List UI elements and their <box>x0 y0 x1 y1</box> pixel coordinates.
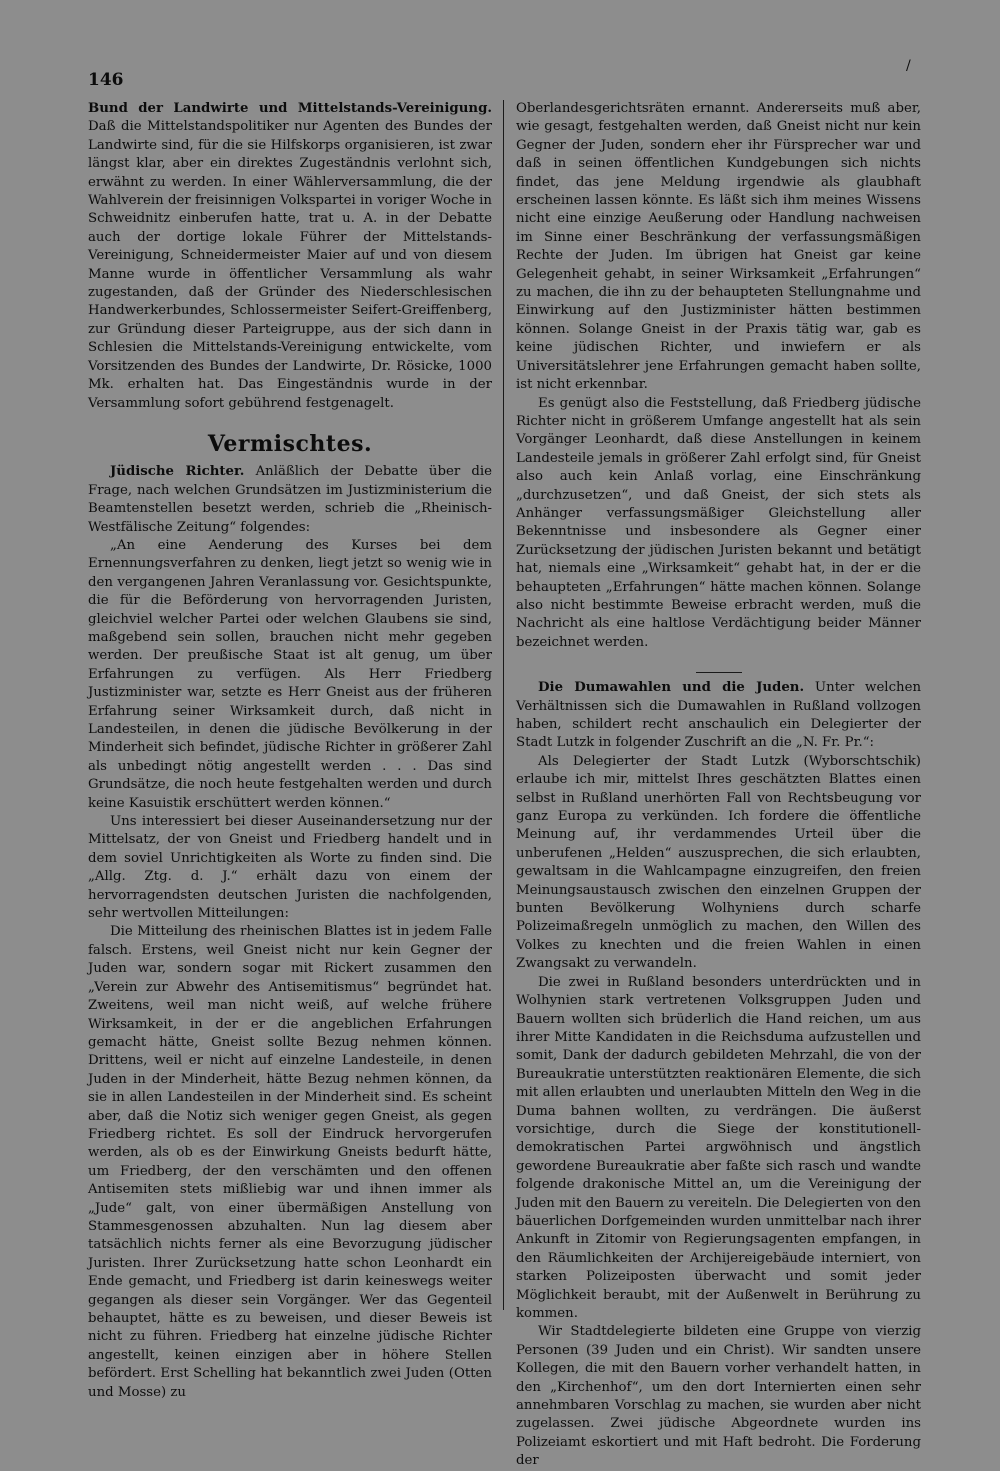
page-number: 146 <box>88 70 124 90</box>
article-heading: Jüdische Richter. <box>110 464 245 480</box>
article-heading: Bund der Landwirte und Mittelstands-Vereinigung. <box>88 101 492 116</box>
paragraph: Die Mitteilung des rheinischen Blattes ist in jedem Falle falsch. Erstens, weil Gneist nicht nur kein Gegner der Juden war, sondern sogar mit Rickert zusammen den „Verein zur Abwehr des Antisemitismus“ begründet hat. Zweitens, weil man nicht weiß, auf welche frühere Wirksamkeit, in der er die angeblichen Erfahrungen gemacht hätte, Gneist sollte Bezug nehmen können. Drittens, weil er nicht auf einzelne Landesteile, in denen Juden in der Minderheit, hätte Bezug nehmen können, da sie in allen Landesteilen in der Minderheit sind. Es scheint aber, daß die Notiz sich weniger gegen Gneist, als gegen Friedberg richtet. Es soll der Eindruck hervorgerufen werden, als ob es der Einwirkung Gneists bedurft hätte, um Friedberg, der den verschämten und den offenen Antisemiten stets mißliebig war und ihnen immer als „Jude“ galt, von einer übermäßigen Anstellung von Stammesgenossen abzuhalten. Nun lag diesem aber tatsächlich nichts ferner als eine Bevorzugung jüdischer Juristen. Ihrer Zurücksetzung hatte schon Leonhardt ein Ende gemacht, und Friedberg ist darin keineswegs weiter gegangen als dieser sein Vorgänger. Wer das Gegenteil behauptet, hätte es zu beweisen, und dieser Beweis ist nicht zu führen. Friedberg hat einzelne jüdische Richter angestellt, keinen einzigen aber in höhere Stellen befördert. Erst Schelling hat bekanntlich zwei Juden (Otten und Mosse) zu <box>88 924 492 1400</box>
paragraph: Uns interessiert bei dieser Auseinandersetzung nur der Mittelsatz, der von Gneist und Friedberg handelt und in dem soviel Unrichtigkeiten als Worte zu finden sind. Die „Allg. Ztg. d. J.“ erhält dazu von einem der hervorragendsten deutschen Juristen die nachfolgenden, sehr wertvollen Mitteilungen: <box>88 814 492 922</box>
corner-mark: / <box>906 58 911 74</box>
right-column <box>516 100 921 1471</box>
left-column <box>88 100 492 1402</box>
article-body: Daß die Mittelstandspolitiker nur Agenten des Bundes der Landwirte sind, für die sie Hilfskorps organisieren, ist zwar längst klar, aber ein direktes Zugeständnis verlohnt sich, erwähnt zu werden. In einer Wählerversammlung, die der Wahlverein der freisinnigen Volkspartei in voriger Woche in Schweidnitz einberufen hatte, trat u. A. in der Debatte auch der dortige lokale Führer der Mittelstands-Vereinigung, Schneidermeister Maier auf und von diesem Manne wurde in öffentlicher Versammlung als wahr zugestanden, daß der Gründer des Niederschlesischen Handwerkerbundes, Schlossermeister Seifert-Greiffenberg, zur Gründung dieser Parteigruppe, aus der sich dann in Schlesien die Mittelstands-Vereinigung entwickelte, vom Vorsitzenden des Bundes der Landwirte, Dr. Rösicke, 1000 Mk. erhalten hat. Das Eingeständnis wurde in der Versammlung sofort gebührend festgenagelt. <box>88 119 492 411</box>
quoted-paragraph: „An eine Aenderung des Kurses bei dem Ernennungsverfahren zu denken, liegt jetzt so wenig wie in den vergangenen Jahren Veranlassung vor. Gesichtspunkte, die für die Beförderung von hervorragenden Juristen, gleichviel welcher Partei oder welchen Glaubens sie sind, maßgebend sein sollen, brauchen nicht mehr gegeben werden. Der preußische Staat ist alt genug, um über Erfahrungen zu verfügen. Als Herr Friedberg Justizminister war, setzte es Herr Gneist aus der früheren Erfahrung seiner Wirksamkeit durch, daß nicht in Landesteilen, in denen die jüdische Bevölkerung in der Minderheit sich befindet, jüdische Richter in größerer Zahl als unbedingt nötig angestellt werden . . . Das sind Grundsätze, die noch heute festgehalten werden und durch keine Kasuistik erschüttert werden können.“ <box>88 537 492 811</box>
article-body: Unter welchen Verhältnissen sich die Dumawahlen in Rußland vollzogen haben, schildert recht anschaulich ein Delegierter der Stadt Lutzk in folgender Zuschrift an die „N. Fr. Pr.“: <box>516 680 922 751</box>
article-dumawahlen <box>516 679 921 753</box>
paragraph: Als Delegierter der Stadt Lutzk (Wyborschtschik) erlaube ich mir, mittelst Ihres geschätzten Blattes einen selbst in Rußland unerhörten Fall von Rechtsbeugung vor ganz Europa zu verkünden. Ich fordere die öffentliche Meinung auf, ihr verdammendes Urteil über die unberufenen „Helden“ auszusprechen, die sich erlaubten, gewaltsam in die Wahlcampagne einzugreifen, den freien Meinungsaustausch zwischen den einzelnen Gruppen der bunten Bevölkerung Wolhyniens durch scharfe Polizeimaßregeln unmöglich zu machen, den Willen des Volkes zu knechten und die freien Wahlen in einen Zwangsakt zu verwandeln. <box>516 753 921 972</box>
article-separator <box>696 672 742 673</box>
article-body: Anläßlich der Debatte über die Frage, nach welchen Grundsätzen im Justizministerium die Beamtenstellen besetzt werden, schrieb die „Rheinisch-Westfälische Zeitung“ folgendes: <box>88 464 492 535</box>
column-divider <box>503 100 504 1310</box>
section-title: Vermischtes. <box>207 430 373 457</box>
article-juedische-richter <box>88 463 492 537</box>
article-heading: Die Dumawahlen und die Juden. <box>538 680 805 696</box>
paragraph: Oberlandesgerichtsräten ernannt. Andererseits muß aber, wie gesagt, festgehalten werden, daß Gneist nicht nur kein Gegner der Juden, sondern eher ihr Fürsprecher war und daß in seinen öffentlichen Kundgebungen sich nichts findet, das jene Meldung irgendwie als glaubhaft erscheinen lassen könnte. Es läßt sich ihm meines Wissens nicht eine einzige Aeußerung oder Handlung nachweisen im Sinne einer Beschränkung der verfassungsmäßigen Rechte der Juden. Im übrigen hat Gneist gar keine Gelegenheit gehabt, in seiner Wirksamkeit „Erfahrungen“ zu machen, die ihn zu der behaupteten Stellungnahme und Einwirkung auf den Justizminister hätten bestimmen können. Solange Gneist in der Praxis tätig war, gab es keine jüdischen Richter, und inwiefern er als Universitätslehrer jene Erfahrungen gemacht haben sollte, ist nicht erkennbar. <box>516 101 921 393</box>
paragraph: Die zwei in Rußland besonders unterdrückten und in Wolhynien stark vertretenen Volksgruppen Juden und Bauern wollten sich brüderlich die Hand reichen, um aus ihrer Mitte Kandidaten in die Reichsduma aufzustellen und somit, Dank der dadurch gebildeten Mehrzahl, die von der Bureaukratie unterstützten reaktionären Elemente, die sich mit allen erlaubten und unerlaubten Mitteln den Weg in die Duma bahnen wollten, zu verdrängen. Die äußerst vorsichtige, durch die Siege der konstitutionell-demokratischen Partei argwöhnisch und ängstlich gewordene Bureaukratie aber faßte sich rasch und wandte folgende drakonische Mittel an, um die Vereinigung der Juden mit den Bauern zu vereiteln. Die Delegierten von den bäuerlichen Dorfgemeinden wurden unmittelbar nach ihrer Ankunft in Zitomir von Regierungsagenten empfangen, in den Räumlichkeiten der Archijereigebäude interniert, von starken Polizeiposten überwacht und somit jeder Möglichkeit beraubt, mit der Außenwelt in Berührung zu kommen. <box>516 974 921 1321</box>
article-bund-der-landwirte <box>88 100 492 413</box>
paragraph: Wir Stadtdelegierte bildeten eine Gruppe von vierzig Personen (39 Juden und ein Christ). Wir sandten unsere Kollegen, die mit den Bauern vorher verhandelt hatten, in den „Kirchenhof“, um den dort Internierten einen sehr annehmbaren Vorschlag zu machen, sie wurden aber nicht zugelassen. Zwei jüdische Abgeordnete wurden ins Polizeiamt eskortiert und mit Haft bedroht. Die Forderung der <box>516 1324 921 1469</box>
paragraph: Es genügt also die Feststellung, daß Friedberg jüdische Richter nicht in größerem Umfange angestellt hat als sein Vorgänger Leonhardt, daß diese Anstellungen in keinem Landesteile jemals in größerer Zahl erfolgt sind, für Gneist also auch kein Anlaß vorlag, eine Einschränkung „durchzusetzen“, und daß Gneist, der sich stets als Anhänger verfassungsmäßiger Gleichstellung aller Bekenntnisse und insbesondere als Gegner einer Zurücksetzung der jüdischen Juristen bekannt und betätigt hat, niemals eine „Wirksamkeit“ gehabt hat, in der er die behaupteten „Erfahrungen“ hätte machen können. Solange also nicht bestimmte Beweise erbracht werden, muß die Nachricht als eine haltlose Verdächtigung beider Männer bezeichnet werden. <box>516 395 921 650</box>
